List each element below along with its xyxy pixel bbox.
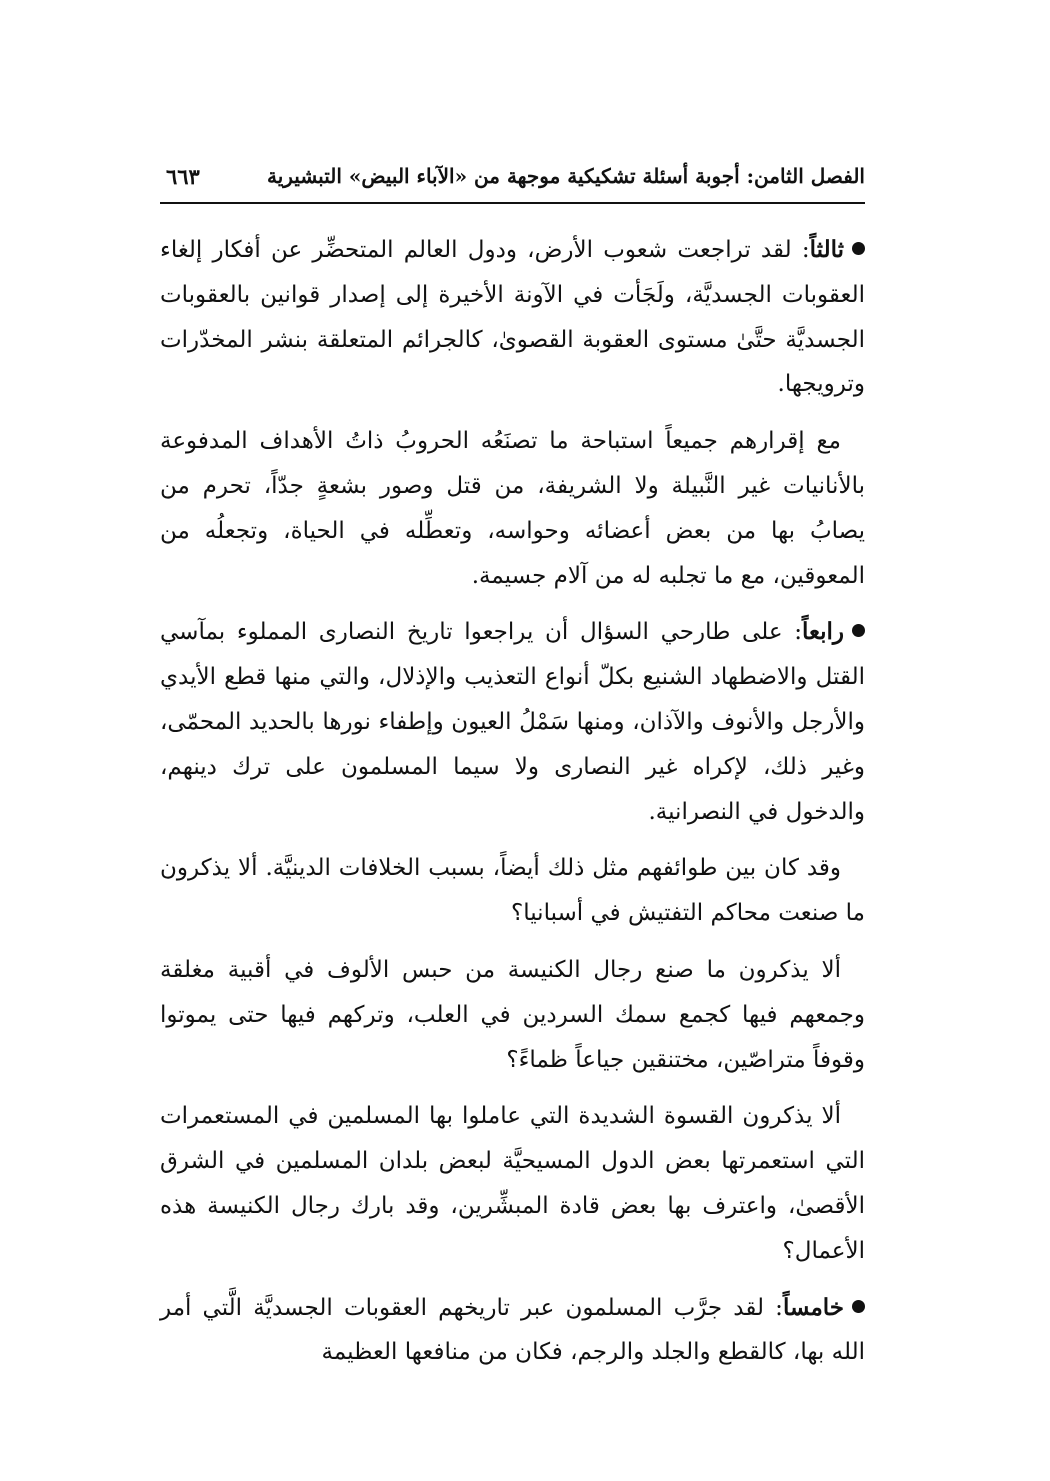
chapter-title: الفصل الثامن: أجوبة أسئلة تشكيكية موجهة من «الآباء البيض» التبشيرية — [266, 164, 865, 188]
paragraph-text: : على طارحي السؤال أن يراجعوا تاريخ النصارى المملوء بمآسي القتل والاضطهاد الشنيع بكلّ أنواع التعذيب والإذلال، والتي منها قطع الأيدي والأرجل والأنوف والآذان، ومنها سَمْلُ العيون وإطفاء نورها بالحديد المحمّى، وغير ذلك، لإكراه غير النصارى ولا سيما المسلمون على ترك دينهم، والدخول في النصرانية. — [160, 619, 865, 825]
paragraph-sects — [160, 846, 865, 936]
paragraph-lead: ثالثاً — [809, 236, 844, 263]
paragraph-text: مع إقرارهم جميعاً استباحة ما تصنَعُه الحروبُ ذاتُ الأهداف المدفوعة بالأنانيات غير النَّبيلة ولا الشريفة، من قتل وصور بشعةٍ جدّاً، تحرم من يصابُ بها من بعض أعضائه وحواسه، وتعطِّله في الحياة، وتجعلُه من المعوقين، مع ما تجلبه له من آلام جسيمة. — [160, 428, 865, 589]
paragraph-lead: خامساً — [782, 1293, 845, 1321]
paragraph-text: وقد كان بين طوائفهم مثل ذلك أيضاً، بسبب الخلافات الدينيَّة. ألا يذكرون ما صنعت محاكم التفتيش في أسبانيا؟ — [160, 855, 865, 927]
page-number: ٦٦٣ — [166, 164, 200, 189]
paragraph-fifth-point — [160, 1286, 865, 1376]
bullet-icon — [852, 624, 865, 637]
paragraph-church-prisons — [160, 948, 865, 1082]
bullet-icon — [852, 1300, 865, 1313]
paragraph-third-point — [160, 228, 865, 407]
body-text — [160, 228, 865, 1387]
paragraph-text: : لقد جرَّب المسلمون عبر تاريخهم العقوبات الجسديَّة الَّتي أمر الله بها، كالقطع والجلد والرجم، فكان من منافعها العظيمة — [160, 1294, 865, 1366]
running-header — [160, 158, 865, 204]
paragraph-colonies — [160, 1094, 865, 1273]
paragraph-text: ألا يذكرون القسوة الشديدة التي عاملوا بها المسلمين في المستعمرات التي استعمرتها بعض الدول المسيحيَّة لبعض بلدان المسلمين في الشرق الأقصىٰ، واعترف بها بعض قادة المبشِّرين، وقد بارك رجال الكنيسة هذه الأعمال؟ — [160, 1103, 865, 1264]
bullet-icon — [852, 242, 865, 255]
paragraph-wars — [160, 419, 865, 598]
paragraph-fourth-point — [160, 610, 865, 834]
paragraph-text: ألا يذكرون ما صنع رجال الكنيسة من حبس الألوف في أقبية مغلقة وجمعهم فيها كجمع سمك السردين في العلب، وتركهم فيها حتى يموتوا وقوفاً متراصّين، مختنقين جياعاً ظماءً؟ — [160, 956, 865, 1073]
paragraph-text: : لقد تراجعت شعوب الأرض، ودول العالم المتحضِّر عن أفكار إلغاء العقوبات الجسديَّة، ولَجَأت في الآونة الأخيرة إلى إصدار قوانين بالعقوبات الجسديَّة حتَّىٰ مستوى العقوبة القصوىٰ، كالجرائم المتعلقة بنشر المخدّرات وترويجها. — [160, 237, 865, 398]
paragraph-lead: رابعاً — [801, 618, 844, 646]
